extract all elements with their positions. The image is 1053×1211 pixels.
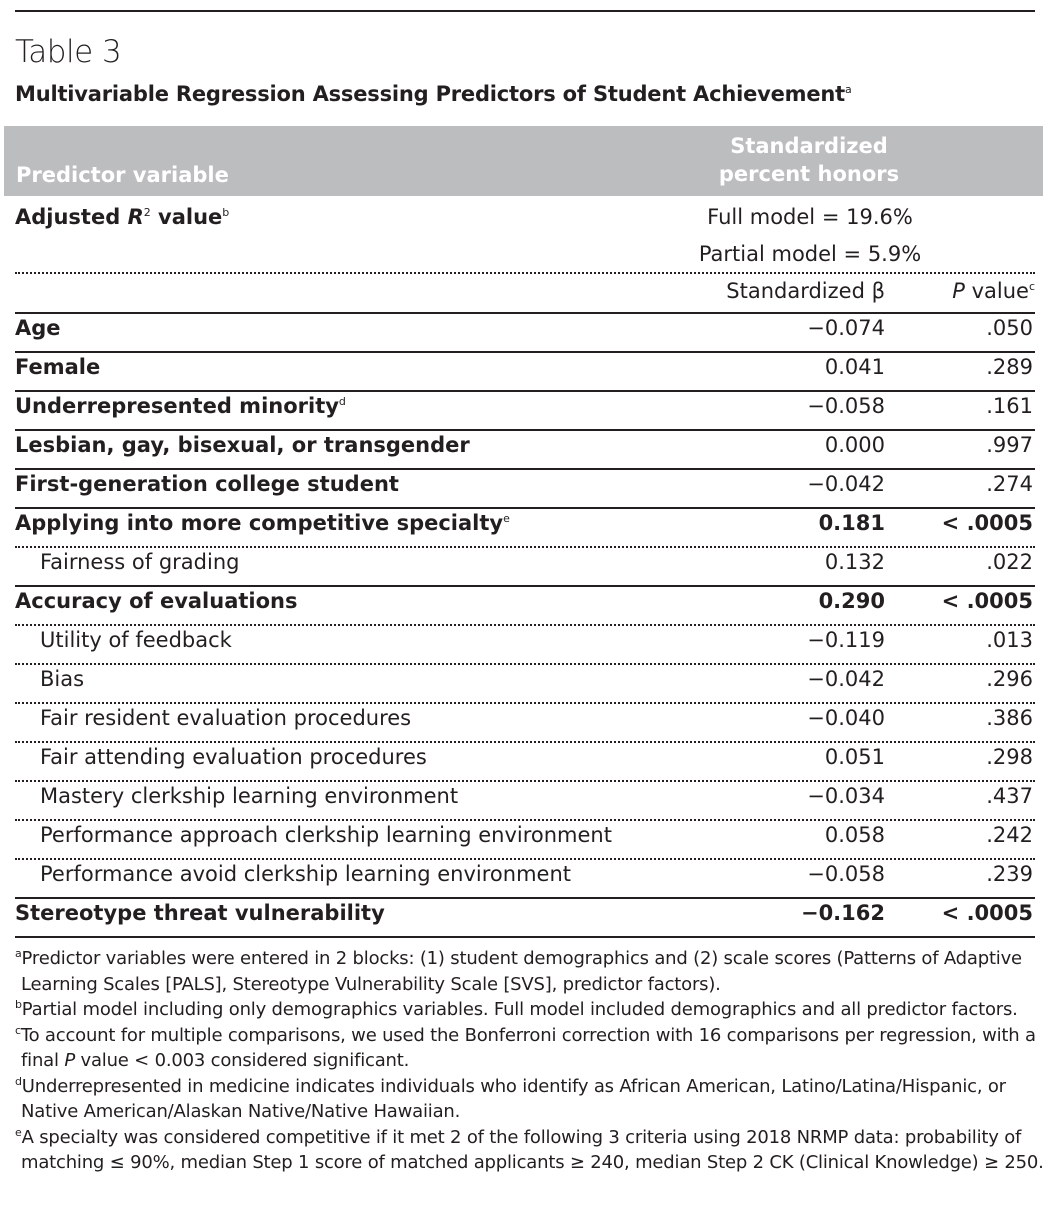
p-value: .296 [986, 667, 1033, 691]
p-value: < .0005 [941, 589, 1033, 613]
p-value: .050 [986, 316, 1033, 340]
predictor-label: Performance avoid clerkship learning environment [40, 862, 572, 886]
predictor-label: Mastery clerkship learning environment [40, 784, 459, 808]
p-value: .386 [986, 706, 1033, 730]
table-bottom-rule [15, 936, 1035, 938]
predictor-label: Bias [40, 667, 85, 691]
title-footnote-marker: a [844, 83, 852, 96]
beta-value: −0.034 [807, 784, 885, 808]
beta-value: 0.041 [824, 355, 885, 379]
beta-value: −0.162 [800, 901, 885, 925]
p-value: .997 [986, 433, 1033, 457]
beta-value: −0.042 [807, 667, 885, 691]
beta-value: −0.058 [807, 394, 885, 418]
dotted-rule [15, 858, 1035, 860]
footnote-c: $^c$To account for multiple comparisons, we used the Bonferroni correction with 16 comparisons per regression, with a final P value < 0.003 considered significant. [15, 1023, 1036, 1071]
beta-value: 0.000 [824, 433, 885, 457]
predictor-label: First-generation college student [15, 472, 399, 496]
footnote-d: $^d$Underrepresented in medicine indicates individuals who identify as African American, Latino/Latina/Hispanic, or Native American/Alaskan Native/Native Hawaiian. [15, 1074, 1006, 1122]
footnote-a: $^a$Predictor variables were entered in 2 blocks: (1) student demographics and (2) scale scores (Patterns of Adaptive Learning Scales [PALS], Stereotype Vulnerability Scale [SVS], predictor factors). [15, 947, 1022, 995]
beta-value: 0.058 [824, 823, 885, 847]
table-title: Multivariable Regression Assessing Predictors of Student Achievement$^a$ [15, 82, 852, 106]
p-value: .437 [986, 784, 1033, 808]
dotted-rule [15, 819, 1035, 821]
top-rule [15, 10, 1035, 12]
p-value: .022 [986, 550, 1033, 574]
solid-rule [15, 585, 1035, 587]
beta-value: 0.051 [824, 745, 885, 769]
beta-column-header: Standardized β [726, 279, 885, 303]
footnote-e: $^e$A specialty was considered competitive if it met 2 of the following 3 criteria using 2018 NRMP data: probability of matching ≤ 90%, median Step 1 score of matched applicants ≥ 240, median Step 2 CK (Clinical Knowledge) ≥ 250. [15, 1125, 1044, 1173]
beta-value: 0.290 [818, 589, 885, 613]
beta-value: −0.042 [807, 472, 885, 496]
p-value: .298 [986, 745, 1033, 769]
p-value: .013 [986, 628, 1033, 652]
p-value: < .0005 [941, 511, 1033, 535]
predictor-label: Utility of feedback [40, 628, 232, 652]
solid-rule [15, 351, 1035, 353]
beta-value: −0.058 [807, 862, 885, 886]
adjusted-r2-label: Adjusted $R^2$ value$^b$ [15, 205, 230, 229]
predictor-label: Age [15, 316, 61, 340]
p-value: .289 [986, 355, 1033, 379]
p-value: .161 [986, 394, 1033, 418]
solid-rule [15, 390, 1035, 392]
predictor-label: Performance approach clerkship learning environment [40, 823, 612, 847]
predictor-label: Applying into more competitive specialty$^e$ [15, 511, 510, 535]
predictor-label: Fair resident evaluation procedures [40, 706, 412, 730]
predictor-column-header: Predictor variable [16, 163, 229, 187]
dotted-rule [15, 741, 1035, 743]
p-value: .274 [986, 472, 1033, 496]
p-value: < .0005 [941, 901, 1033, 925]
full-model-r2: Full model = 19.6% [707, 205, 913, 229]
beta-value: 0.132 [824, 550, 885, 574]
beta-value: −0.074 [807, 316, 885, 340]
table-label: Table 3 [15, 34, 122, 70]
predictor-label: Fair attending evaluation procedures [40, 745, 427, 769]
beta-value: 0.181 [818, 511, 885, 535]
dotted-rule [15, 624, 1035, 626]
predictor-label: Fairness of grading [40, 550, 240, 574]
dotted-rule [15, 272, 1035, 274]
p-value-column-header: P value$^c$ [952, 279, 1035, 303]
footnote-b: $^b$Partial model including only demographics variables. Full model included demographics and all predictor factors. [15, 998, 1018, 1020]
dotted-rule [15, 780, 1035, 782]
dotted-rule [15, 663, 1035, 665]
table-header-band [4, 126, 1043, 196]
solid-rule [15, 507, 1035, 509]
solid-rule [15, 897, 1035, 899]
p-value: .242 [986, 823, 1033, 847]
predictor-label: Lesbian, gay, bisexual, or transgender [15, 433, 470, 457]
table-footnotes [15, 946, 1045, 1176]
predictor-label: Stereotype threat vulnerability [15, 901, 385, 925]
p-value: .239 [986, 862, 1033, 886]
partial-model-r2: Partial model = 5.9% [698, 242, 922, 266]
outcome-column-header: Standardized percent honors [718, 134, 900, 186]
beta-value: −0.040 [807, 706, 885, 730]
predictor-label: Underrepresented minority$^d$ [15, 394, 346, 418]
dotted-rule [15, 702, 1035, 704]
dotted-rule [15, 546, 1035, 548]
solid-rule [15, 312, 1035, 314]
predictor-label: Female [15, 355, 101, 379]
beta-value: −0.119 [807, 628, 885, 652]
predictor-label: Accuracy of evaluations [15, 589, 298, 613]
solid-rule [15, 468, 1035, 470]
solid-rule [15, 429, 1035, 431]
